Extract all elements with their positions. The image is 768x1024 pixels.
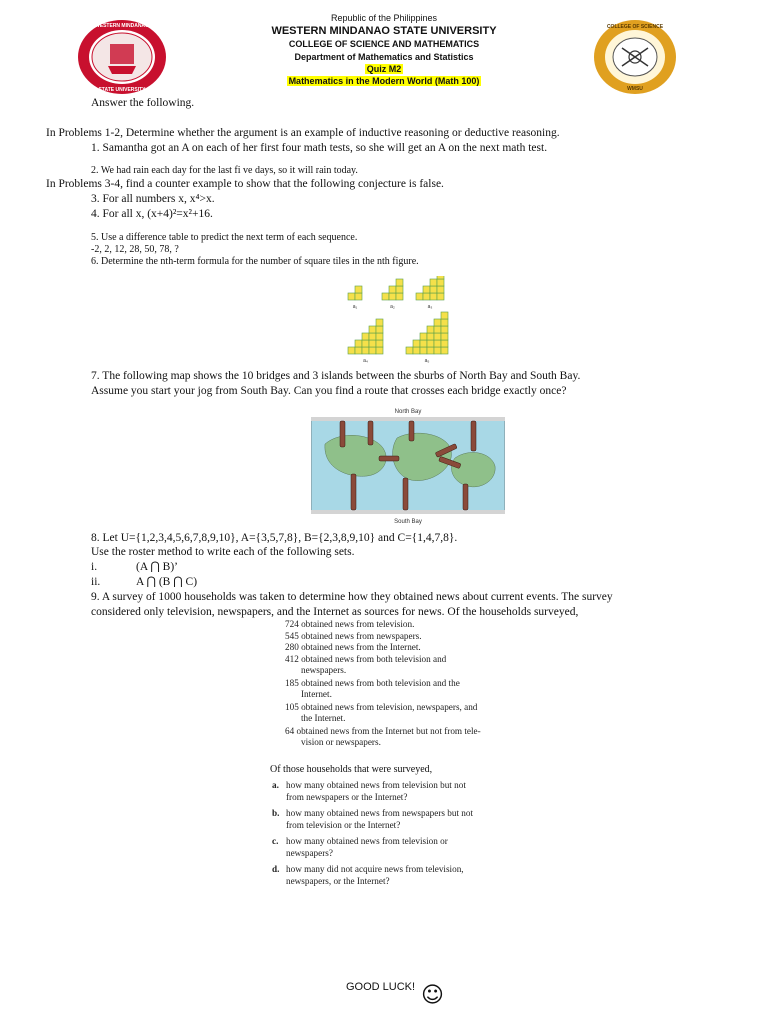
square-tile — [441, 319, 448, 326]
question-2: 2. We had rain each day for the last fi ve days, so it will rain today. — [91, 165, 358, 176]
square-tile — [430, 293, 437, 300]
tile-pattern-figure — [346, 276, 468, 368]
square-tile — [396, 286, 403, 293]
square-tile — [376, 333, 383, 340]
subquestion-a — [272, 780, 473, 803]
subquestion-letter: b. — [272, 808, 280, 818]
square-tile — [376, 347, 383, 354]
survey-line: 412 obtained news from both television and — [285, 653, 447, 664]
square-tile — [355, 340, 362, 347]
map-south-bay-label: South Bay — [394, 519, 422, 525]
square-tile — [396, 279, 403, 286]
survey-results-list — [285, 619, 481, 749]
figure-label: a₁ — [352, 304, 358, 310]
square-tile — [369, 333, 376, 340]
square-tile — [441, 347, 448, 354]
question-1: 1. Samantha got an A on each of her first four math tests, so she will get an A on the next math test. — [91, 142, 548, 154]
problems-3-4-instruction: In Problems 3-4, find a counter example to show that the following conjecture is false. — [46, 178, 444, 190]
question-7-line-2: Assume you start your jog from South Bay. Can you find a route that crosses each bridge exactly once? — [91, 385, 567, 397]
question-7-line-1: 7. The following map shows the 10 bridges and 3 islands between the sburbs of North Bay and South Bay. — [91, 370, 581, 382]
square-tile — [369, 340, 376, 347]
square-tile — [406, 347, 413, 354]
header-republic: Republic of the Philippines — [330, 13, 438, 23]
survey-line: 64 obtained news from the Internet but not from tele- — [285, 725, 481, 736]
smiley-icon: ☺ — [421, 983, 444, 1008]
square-tile — [396, 293, 403, 300]
problems-1-2-instruction: In Problems 1-2, Determine whether the argument is an example of inductive reasoning or deductive reasoning. — [46, 127, 560, 139]
subquestion-text: how many obtained news from newspapers but not — [286, 808, 474, 818]
subquestion-letter: c. — [272, 836, 279, 846]
survey-line: the Internet. — [301, 713, 346, 723]
square-tile — [427, 347, 434, 354]
question-5: 5. Use a difference table to predict the next term of each sequence. — [91, 232, 358, 243]
header-quiz: Quiz M2 — [366, 64, 402, 74]
square-tile — [362, 347, 369, 354]
square-tile — [434, 333, 441, 340]
square-tile — [437, 293, 444, 300]
square-tile — [437, 279, 444, 286]
survey-line: 280 obtained news from the Internet. — [285, 642, 421, 652]
square-tile — [430, 279, 437, 286]
subquestion-text: from newspapers or the Internet? — [286, 791, 408, 802]
subquestion-letter: a. — [272, 780, 279, 790]
header-university: WESTERN MINDANAO STATE UNIVERSITY — [271, 25, 497, 37]
square-tile — [413, 340, 420, 347]
survey-line: Internet. — [301, 689, 332, 699]
square-tile — [413, 347, 420, 354]
square-tile — [441, 333, 448, 340]
square-tile — [441, 326, 448, 333]
subquestion-text: newspapers, or the Internet? — [286, 875, 390, 886]
square-tile — [420, 340, 427, 347]
square-tile — [355, 293, 362, 300]
svg-text:COLLEGE OF SCIENCE: COLLEGE OF SCIENCE — [606, 24, 664, 30]
subquestion-text: how many did not acquire news from television, — [286, 864, 464, 874]
square-tile — [420, 347, 427, 354]
question-8-instruction: Use the roster method to write each of the following sets. — [91, 546, 355, 558]
square-tile — [437, 286, 444, 293]
square-tile — [427, 333, 434, 340]
subquestion-b — [272, 808, 473, 831]
header-department: Department of Mathematics and Statistics — [294, 52, 474, 62]
square-tile — [430, 286, 437, 293]
square-tile — [389, 293, 396, 300]
question-8-ii-number: ii. — [91, 576, 101, 588]
square-tile — [348, 347, 355, 354]
header-course: Mathematics in the Modern World (Math 100) — [288, 76, 480, 86]
square-tile — [355, 347, 362, 354]
header-college: COLLEGE OF SCIENCE AND MATHEMATICS — [288, 39, 480, 49]
square-tile — [423, 286, 430, 293]
svg-text:WESTERN MINDANAO: WESTERN MINDANAO — [95, 23, 149, 29]
square-tile — [427, 340, 434, 347]
question-8-i-number: i. — [91, 561, 98, 573]
svg-text:WMSU: WMSU — [627, 86, 643, 92]
square-tile — [441, 312, 448, 319]
bridge-map — [311, 404, 505, 527]
square-tile — [423, 293, 430, 300]
question-4: 4. For all x, (x+4)²=x²+16. — [91, 208, 213, 220]
map-north-bay-label: North Bay — [394, 409, 422, 415]
survey-line: 185 obtained news from both television and the — [285, 677, 460, 688]
question-8: 8. Let U={1,2,3,4,5,6,7,8,9,10}, A={3,5,7,8}, B={2,3,8,9,10} and C={1,4,7,8}. — [91, 532, 458, 544]
square-tile — [434, 347, 441, 354]
question-9-line-2: considered only television, newspapers, and the Internet as sources for news. Of the households surveyed, — [91, 606, 579, 618]
figure-label: a₄ — [363, 358, 368, 364]
of-those-households: Of those households that were surveyed, — [270, 764, 433, 775]
question-5-sequence: -2, 2, 12, 28, 50, 78, ? — [91, 244, 179, 255]
square-tile — [420, 333, 427, 340]
square-tile — [376, 326, 383, 333]
survey-line: 724 obtained news from television. — [285, 619, 415, 629]
survey-line: 105 obtained news from television, newspapers, and — [285, 701, 478, 712]
square-tile — [355, 286, 362, 293]
svg-text:STATE UNIVERSITY: STATE UNIVERSITY — [98, 87, 146, 93]
survey-line: newspapers. — [301, 665, 347, 675]
square-tile — [427, 326, 434, 333]
subquestion-text: how many obtained news from television or — [286, 836, 448, 846]
question-8-ii: A ⋂ (B ⋂ C) — [136, 576, 198, 588]
intro-text: Answer the following. — [91, 97, 195, 109]
question-9-line-1: 9. A survey of 1000 households was taken to determine how they obtained news about current events. The survey — [91, 591, 613, 603]
subquestion-text: newspapers? — [286, 847, 333, 858]
subquestion-text: how many obtained news from television but not — [286, 780, 466, 790]
square-tile — [369, 326, 376, 333]
question-3: 3. For all numbers x, x⁴>x. — [91, 193, 215, 205]
survey-line: 545 obtained news from newspapers. — [285, 630, 422, 641]
subquestion-letter: d. — [272, 864, 280, 874]
square-tile — [437, 276, 444, 279]
square-tile — [434, 340, 441, 347]
survey-line: vision or newspapers. — [301, 737, 381, 747]
question-6: 6. Determine the nth-term formula for the number of square tiles in the nth figure. — [91, 256, 419, 267]
square-tile — [416, 293, 423, 300]
figure-label: a₅ — [424, 358, 430, 364]
figure-label: a₃ — [427, 304, 433, 310]
good-luck-text: GOOD LUCK! — [346, 981, 416, 993]
square-tile — [369, 347, 376, 354]
subquestion-c — [272, 836, 473, 859]
square-tile — [434, 326, 441, 333]
square-tile — [348, 293, 355, 300]
square-tile — [389, 286, 396, 293]
square-tile — [362, 340, 369, 347]
survey-subquestions — [272, 780, 473, 887]
square-tile — [434, 319, 441, 326]
subquestion-text: from television or the Internet? — [286, 819, 401, 830]
square-tile — [376, 319, 383, 326]
square-tile — [362, 333, 369, 340]
square-tile — [441, 340, 448, 347]
square-tile — [376, 340, 383, 347]
square-tile — [382, 293, 389, 300]
figure-label: a₂ — [390, 304, 395, 310]
question-8-i: (A ⋂ B)’ — [136, 561, 179, 573]
subquestion-d — [272, 864, 473, 887]
